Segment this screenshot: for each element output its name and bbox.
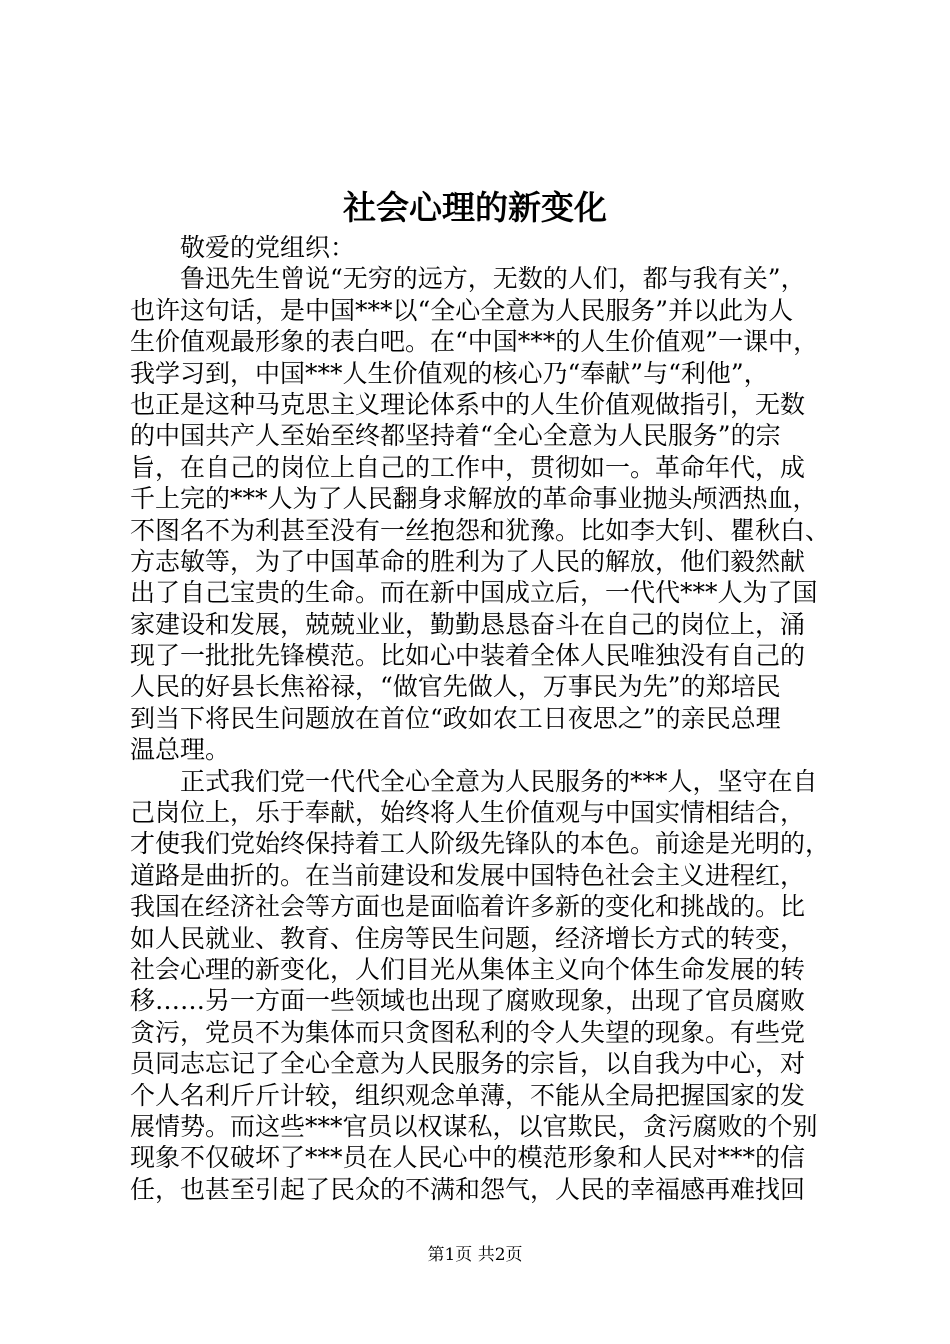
- body-line: 如人民就业、教育、住房等民生问题，经济增长方式的转变，: [130, 923, 806, 953]
- page-indicator: 第1页 共2页: [427, 1245, 523, 1265]
- document-title: 社会心理的新变化: [343, 188, 607, 227]
- body-line: 正式我们党一代代全心全意为人民服务的***人，坚守在自: [180, 766, 818, 796]
- body-line: 家建设和发展，兢兢业业，勤勤恳恳奋斗在自己的岗位上，涌: [130, 609, 806, 639]
- body-line: 移……另一方面一些领域也出现了腐败现象，出现了官员腐败: [130, 986, 806, 1016]
- body-line: 温总理。: [130, 735, 231, 765]
- body-line: 鲁迅先生曾说“无穷的远方，无数的人们，都与我有关”，: [180, 264, 806, 294]
- body-line: 人民的好县长焦裕禄，“做官先做人，万事民为先”的郑培民: [130, 672, 781, 702]
- body-line: 生价值观最形象的表白吧。在“中国***的人生价值观”一课中，: [130, 327, 819, 357]
- body-line: 我学习到，中国***人生价值观的核心乃“奉献”与“利他”，: [130, 358, 769, 388]
- body-line: 贪污，党员不为集体而只贪图私利的令人失望的现象。有些党: [130, 1017, 806, 1047]
- body-line: 现象不仅破坏了***员在人民心中的模范形象和人民对***的信: [130, 1143, 806, 1173]
- body-line: 己岗位上，乐于奉献，始终将人生价值观与中国实情相结合，: [130, 798, 806, 828]
- body-line: 也许这句话，是中国***以“全心全意为人民服务”并以此为人: [130, 295, 794, 325]
- body-line: 也正是这种马克思主义理论体系中的人生价值观做指引，无数: [130, 389, 806, 419]
- body-line: 现了一批批先锋模范。比如心中装着全体人民唯独没有自己的: [130, 641, 806, 671]
- body-line: 旨，在自己的岗位上自己的工作中，贯彻如一。革命年代，成: [130, 452, 806, 482]
- salutation: 敬爱的党组织：: [180, 233, 356, 262]
- body-line: 出了自己宝贵的生命。而在新中国成立后，一代代***人为了国: [130, 578, 818, 608]
- body-line: 展情势。而这些***官员以权谋私，以官欺民，贪污腐败的个别: [130, 1111, 818, 1141]
- body-line: 社会心理的新变化，人们目光从集体主义向个体生命发展的转: [130, 954, 806, 984]
- body-line: 的中国共产人至始至终都坚持着“全心全意为人民服务”的宗: [130, 421, 781, 451]
- body-line: 我国在经济社会等方面也是面临着许多新的变化和挑战的。比: [130, 892, 806, 922]
- body-line: 才使我们党始终保持着工人阶级先锋队的本色。前途是光明的，: [130, 829, 831, 859]
- body-line: 任，也甚至引起了民众的不满和怨气，人民的幸福感再难找回: [130, 1174, 806, 1204]
- body-line: 个人名利斤斤计较，组织观念单薄，不能从全局把握国家的发: [130, 1080, 806, 1110]
- body-line: 千上完的***人为了人民翻身求解放的革命事业抛头颅洒热血，: [130, 484, 818, 514]
- body-line: 方志敏等，为了中国革命的胜利为了人民的解放，他们毅然献: [130, 546, 806, 576]
- document-body: [130, 232, 838, 1205]
- body-line: 到当下将民生问题放在首位“政如农工日夜思之”的亲民总理: [130, 703, 781, 733]
- body-line: 不图名不为利甚至没有一丝抱怨和犹豫。比如李大钊、瞿秋白、: [130, 515, 831, 545]
- body-line: 道路是曲折的。在当前建设和发展中国特色社会主义进程红，: [130, 860, 806, 890]
- body-line: 员同志忘记了全心全意为人民服务的宗旨，以自我为中心，对: [130, 1049, 806, 1079]
